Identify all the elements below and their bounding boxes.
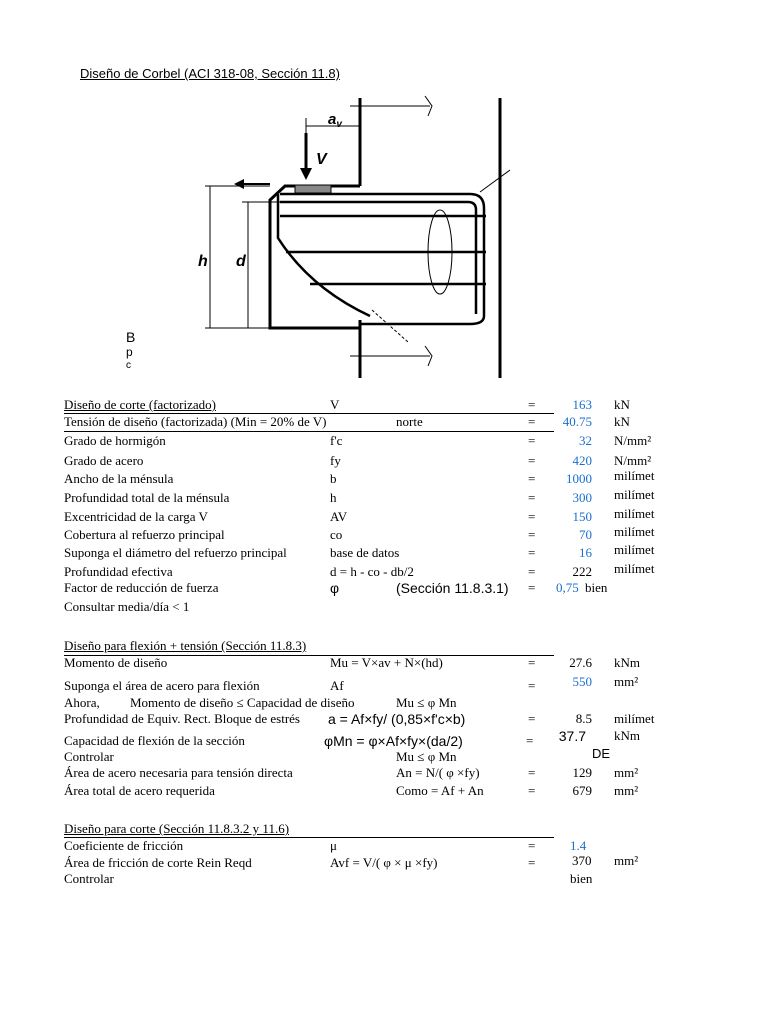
row-now: Ahora, Momento de diseño ≤ Capacidad de diseño Mu ≤ φ Mn [64,695,457,710]
corbel-diagram [110,88,550,388]
row-width: Ancho de la ménsula b = 1000 milímet [64,468,655,486]
row-friction: Coeficiente de fricción μ = 1.4 [64,838,587,853]
label-v: V [316,151,327,168]
row-capacity: Capacidad de flexión de la sección φMn = φ×Af×fy×(da/2) = 37.7 kNm [64,728,640,749]
label-d: d [236,253,246,270]
row-moment: Momento de diseño Mu = V×av + N×(hd) = 27.6 kNm [64,655,640,670]
row-total-steel: Área total de acero requerida Como = Af + An = 679 mm² [64,783,639,798]
row-avf: Área de fricción de corte Rein Reqd Avf = V/( φ × μ ×fy) = 370 mm² [64,853,639,870]
label-av: $a_v$ [328,111,342,130]
section-heading: Diseño para corte (Sección 11.8.3.2 y 11.6) [64,821,290,836]
row-phi: Factor de reducción de fuerza φ (Sección 11.8.3.1) = 0,75 bien [64,580,608,596]
row-an: Área de acero necesaria para tensión directa An = N/( φ ×fy) = 129 mm² [64,765,639,780]
status-control: DE [592,746,611,761]
row-depth: Profundidad total de la ménsula h = 300 milímet [64,487,655,505]
row-assume-af: Suponga el área de acero para flexión Af = 550 mm² [64,674,639,693]
row-effective-depth: Profundidad efectiva d = h - co - db/2 = 222 milímet [64,561,655,579]
row-check: Consultar media/día < 1 [64,599,190,614]
section-heading: Diseño para flexión + tensión (Sección 11.8.3) [64,638,307,653]
row-bar-diameter: Suponga el diámetro del refuerzo principal base de datos = 16 milímet [64,542,655,560]
value-phi: 0,75 [556,580,579,595]
value-tension: 40.75 [562,414,592,429]
divider [64,431,554,432]
value-shear: 163 [572,397,592,412]
row-tension: Tensión de diseño (factorizada) (Min = 20% de V) norte = 40.75 kN [64,414,630,429]
status-phi: bien [585,580,608,595]
row-cover: Cobertura al refuerzo principal co = 70 milímet [64,524,655,542]
row-stress-block: Profundidad de Equiv. Rect. Bloque de estrés a = Af×fy/ (0,85×f'c×b) = 8.5 milímet [64,711,655,727]
row-shear: Diseño de corte (factorizado) V = 163 kN [64,397,630,412]
document-title: Diseño de Corbel (ACI 318-08, Sección 11.8) [80,66,340,81]
row-control-flexure: Controlar Mu ≤ φ Mn DE [64,746,611,764]
row-eccentricity: Excentricidad de la carga V AV = 150 milímet [64,506,655,524]
label-side-1: B [126,329,136,345]
label-side-3: c [126,360,131,371]
row-control-shear: Controlar bien [64,871,593,886]
status-shear: bien [570,871,593,886]
label-side-2: p [126,345,133,359]
label-h: h [198,253,208,270]
row-concrete: Grado de hormigón f'c = 32 N/mm² [64,433,652,448]
row-steel: Grado de acero fy = 420 N/mm² [64,453,652,468]
